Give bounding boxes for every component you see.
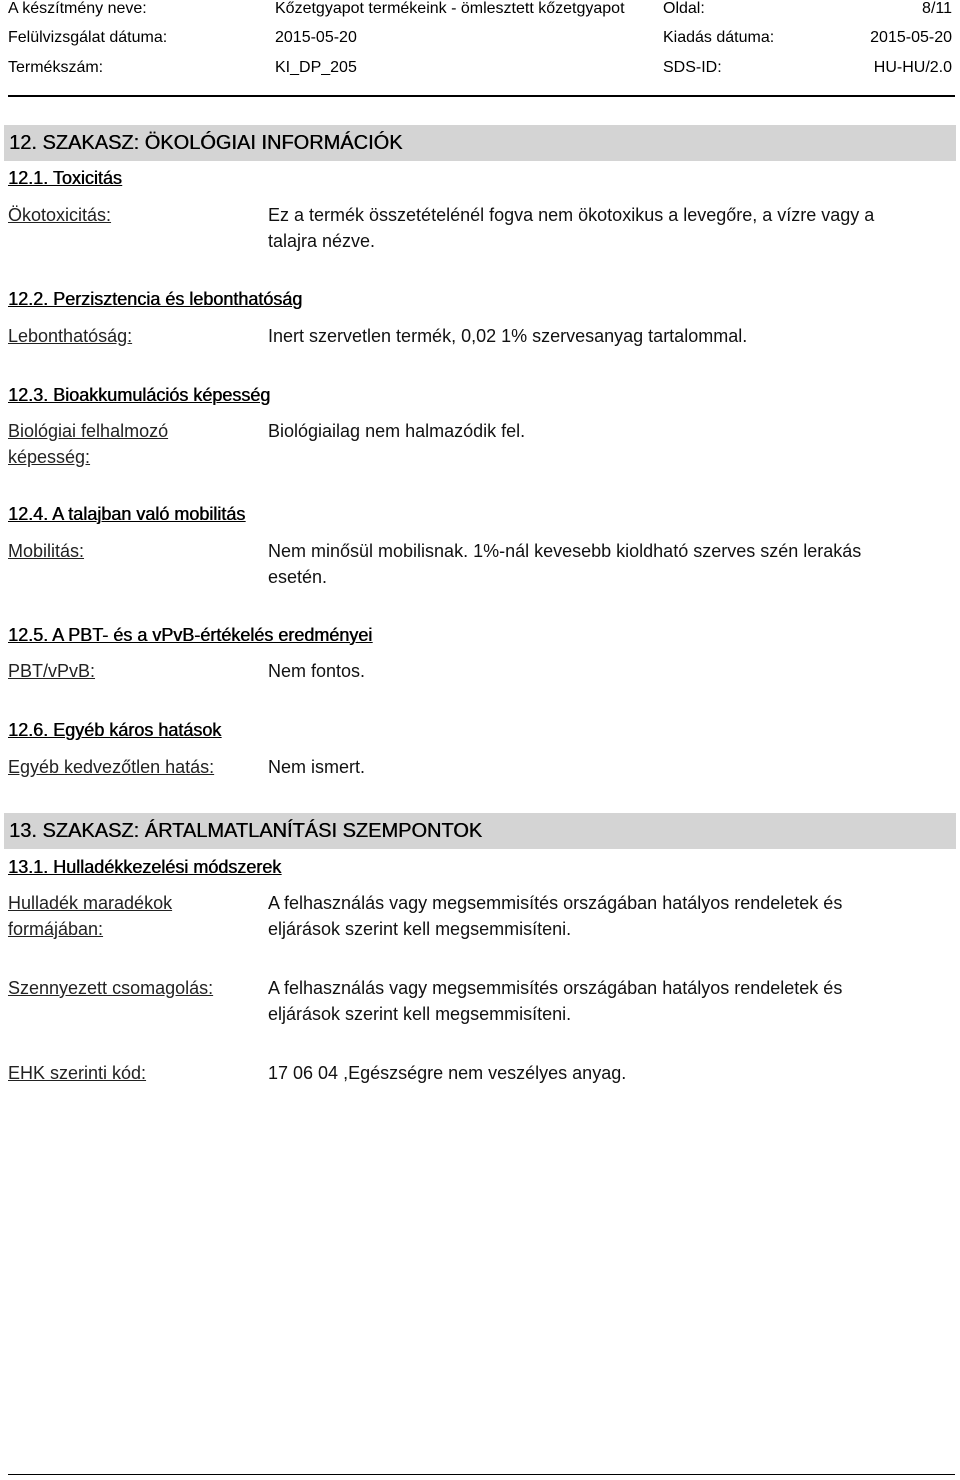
other-adverse-effects-label: Egyéb kedvezőtlen hatás:: [8, 757, 215, 777]
document-header: [0, 0, 960, 76]
degradability-label: Lebonthatóság:: [8, 326, 133, 346]
mobility-value: Nem minősül mobilisnak. 1%-nál kevesebb kioldható szerves szén lerakás esetén.: [268, 541, 862, 587]
section-13-title: 13. SZAKASZ: ÁRTALMATLANÍTÁSI SZEMPONTOK: [4, 813, 956, 849]
subsection-12-6-title: 12.6. Egyéb káros hatások: [8, 720, 222, 740]
header-row-dates: [0, 26, 960, 50]
bioaccumulation-value: Biológiailag nem halmazódik fel.: [268, 421, 526, 441]
header-value-revision-date: 2015-05-20: [275, 29, 357, 46]
bioaccumulation-label: Biológiai felhalmozó képesség:: [8, 421, 169, 467]
header-label-issue-date: Kiadás dátuma:: [663, 29, 775, 46]
header-label-product-name: A készítmény neve:: [8, 0, 147, 17]
subsection-13-1-title: 13.1. Hulladékkezelési módszerek: [8, 857, 282, 877]
contaminated-packaging-label: Szennyezett csomagolás:: [8, 978, 214, 998]
header-label-page: Oldal:: [663, 0, 705, 17]
header-row-product: [0, 0, 960, 21]
header-value-page: 8/11: [922, 0, 952, 17]
header-value-product-number: KI_DP_205: [275, 59, 357, 76]
other-adverse-effects-value: Nem ismert.: [268, 757, 366, 777]
header-label-product-number: Termékszám:: [8, 59, 104, 76]
pbt-vpvb-value: Nem fontos.: [268, 661, 366, 681]
pbt-vpvb-label: PBT/vPvB:: [8, 661, 96, 681]
subsection-12-3-title: 12.3. Bioakkumulációs képesség: [8, 385, 271, 405]
mobility-label: Mobilitás:: [8, 541, 85, 561]
subsection-12-1-title: 12.1. Toxicitás: [8, 168, 122, 188]
header-value-issue-date: 2015-05-20: [870, 29, 952, 46]
header-row-ids: [0, 56, 960, 80]
degradability-value: Inert szervetlen termék, 0,02 1% szervesanyag tartalommal.: [268, 326, 748, 346]
ecotoxicity-label: Ökotoxicitás:: [8, 205, 112, 225]
subsection-12-2-title: 12.2. Perzisztencia és lebonthatóság: [8, 289, 303, 309]
footer-divider: [8, 1474, 955, 1475]
header-value-product-name: Kőzetgyapot termékeink - ömlesztett kőzetgyapot: [275, 0, 625, 17]
ecotoxicity-value: Ez a termék összetételénél fogva nem ökotoxikus a levegőre, a vízre vagy a talajra nézve.: [268, 205, 875, 251]
subsection-12-4-title: 12.4. A talajban való mobilitás: [8, 504, 246, 524]
waste-residue-value: A felhasználás vagy megsemmisítés országában hatályos rendeletek és eljárások szerint kell megsemmisíteni.: [268, 893, 843, 939]
ehk-code-value: 17 06 04 ,Egészségre nem veszélyes anyag.: [268, 1063, 627, 1083]
waste-residue-label: Hulladék maradékok formájában:: [8, 893, 173, 939]
contaminated-packaging-value: A felhasználás vagy megsemmisítés országában hatályos rendeletek és eljárások szerint kell megsemmisíteni.: [268, 978, 843, 1024]
header-divider: [8, 95, 955, 97]
header-label-sds-id: SDS-ID:: [663, 59, 722, 76]
ehk-code-label: EHK szerinti kód:: [8, 1063, 147, 1083]
subsection-12-5-title: 12.5. A PBT- és a vPvB-értékelés eredményei: [8, 625, 373, 645]
header-label-revision-date: Felülvizsgálat dátuma:: [8, 29, 168, 46]
header-value-sds-id: HU-HU/2.0: [873, 59, 952, 76]
section-12-title: 12. SZAKASZ: ÖKOLÓGIAI INFORMÁCIÓK: [4, 125, 956, 161]
